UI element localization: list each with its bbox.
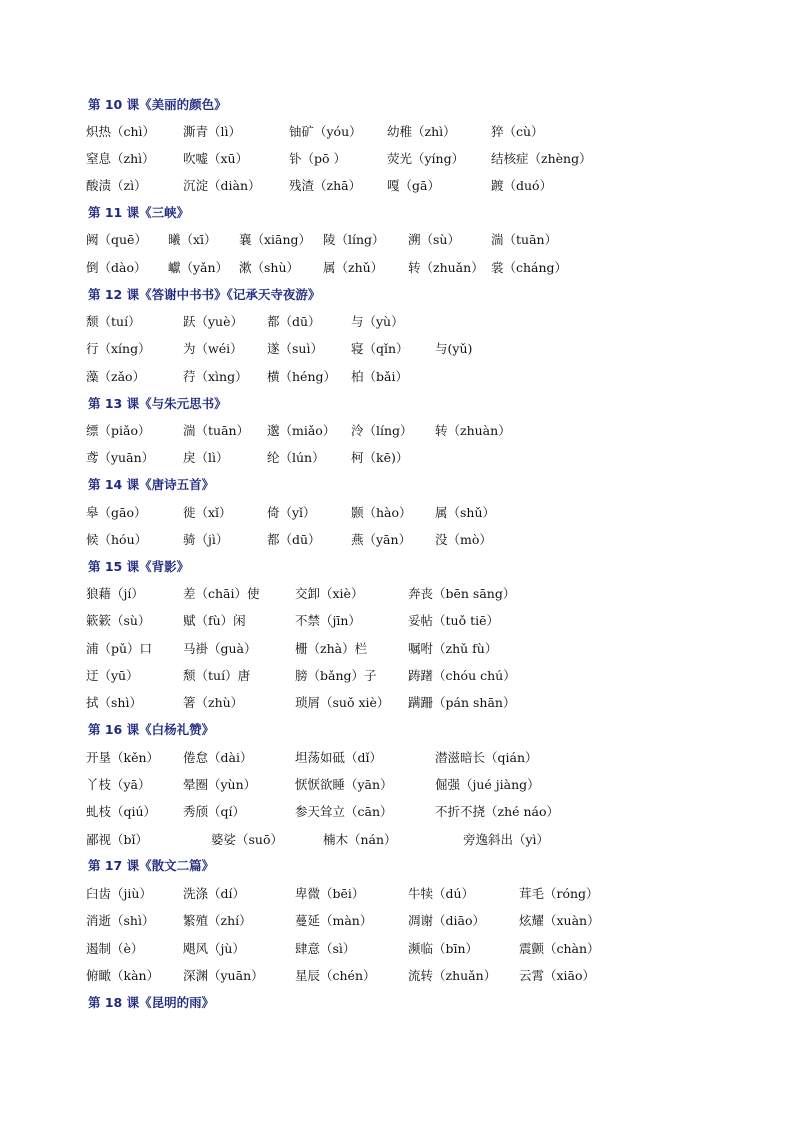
word-entry: 肆意（sì） xyxy=(295,941,356,956)
word-entry: 纶（lún） xyxy=(267,450,325,465)
word-entry: 流转（zhuǎn） xyxy=(408,968,497,983)
lesson-heading: 第 16 课《白杨礼赞》 xyxy=(88,722,215,737)
word-entry: 鸢（yuān） xyxy=(86,450,155,465)
word-entry: 鄙视（bǐ） xyxy=(86,832,148,847)
word-entry: 消逝（shì） xyxy=(86,913,155,928)
word-entry: 幼稚（zhì） xyxy=(387,124,456,139)
word-entry: 奔丧（bēn sāng） xyxy=(408,586,516,601)
word-row xyxy=(0,667,794,685)
word-entry: 倦怠（dài） xyxy=(183,750,253,765)
word-entry: 卑微（bēi） xyxy=(295,886,365,901)
word-entry: 湍（tuān） xyxy=(183,423,250,438)
lesson-heading: 第 10 课《美丽的颜色》 xyxy=(88,97,227,112)
word-entry: 湍（tuān） xyxy=(491,232,558,247)
word-entry: 行（xíng） xyxy=(86,341,151,356)
word-entry: 箸（zhù） xyxy=(183,695,244,710)
word-entry: 琐屑（suǒ xiè） xyxy=(295,695,390,710)
lesson-heading: 第 18 课《昆明的雨》 xyxy=(88,995,215,1010)
word-row xyxy=(0,831,794,849)
word-row xyxy=(0,177,794,195)
word-row xyxy=(0,803,794,821)
word-row xyxy=(0,967,794,985)
word-entry: 浦（pǔ）口 xyxy=(86,641,153,656)
word-entry: 遏制（è） xyxy=(86,941,144,956)
word-entry: 巘（yǎn） xyxy=(168,260,229,275)
word-entry: 洗涤（dí） xyxy=(183,886,245,901)
word-entry: 栅（zhà）栏 xyxy=(295,641,368,656)
word-entry: 没（mò） xyxy=(435,532,492,547)
word-entry: 倔强（jué jiàng） xyxy=(435,777,540,792)
word-entry: 跃（yuè） xyxy=(183,314,244,329)
word-entry: 澌青（lì） xyxy=(183,124,241,139)
word-entry: 倚（yǐ） xyxy=(267,505,316,520)
lesson-heading: 第 13 课《与朱元思书》 xyxy=(88,396,227,411)
word-entry: 酸渍（zì） xyxy=(86,178,147,193)
word-entry: 潜滋暗长（qián） xyxy=(435,750,538,765)
word-entry: 不禁（jīn） xyxy=(295,613,361,628)
word-entry: 都（dū） xyxy=(267,314,321,329)
word-row xyxy=(0,313,794,331)
word-entry: 寝（qǐn） xyxy=(351,341,409,356)
word-entry: 戾（lì） xyxy=(183,450,229,465)
word-entry: 丫枝（yā） xyxy=(86,777,151,792)
word-entry: 马褂（guà） xyxy=(183,641,257,656)
word-entry: 徙（xǐ） xyxy=(183,505,232,520)
word-row xyxy=(0,940,794,958)
word-row xyxy=(0,531,794,549)
word-entry: 茸毛（róng） xyxy=(519,886,599,901)
word-entry: 与(yǔ) xyxy=(435,341,473,356)
word-entry: 不折不挠（zhé náo） xyxy=(435,804,560,819)
word-entry: 属（shǔ） xyxy=(435,505,496,520)
word-entry: 藻（zǎo） xyxy=(86,369,146,384)
word-entry: 荇（xìng） xyxy=(183,369,248,384)
word-entry: 候（hóu） xyxy=(86,532,148,547)
word-entry: 差（chāi）使 xyxy=(183,586,260,601)
word-entry: 开垦（kěn） xyxy=(86,750,160,765)
word-entry: 吹嘘（xū） xyxy=(183,151,249,166)
word-entry: 阙（quē） xyxy=(86,232,147,247)
word-entry: 钋（pō ） xyxy=(289,151,347,166)
word-entry: 铀矿（yóu） xyxy=(289,124,362,139)
word-entry: 凋谢（diāo） xyxy=(408,913,485,928)
word-entry: 残渣（zhā） xyxy=(289,178,362,193)
word-entry: 颓（tuí）唐 xyxy=(183,668,251,683)
word-entry: 陵（líng） xyxy=(323,232,385,247)
word-entry: 裳（cháng） xyxy=(491,260,568,275)
word-entry: 嘎（gā） xyxy=(387,178,440,193)
word-entry: 婆娑（suō） xyxy=(211,832,283,847)
word-row xyxy=(0,640,794,658)
word-entry: 俯瞰（kàn） xyxy=(86,968,160,983)
word-entry: 炫耀（xuàn） xyxy=(519,913,600,928)
word-row xyxy=(0,585,794,603)
word-row xyxy=(0,340,794,358)
word-row xyxy=(0,150,794,168)
word-entry: 皋（gāo） xyxy=(86,505,147,520)
word-entry: 沉淀（diàn） xyxy=(183,178,261,193)
word-entry: 拭（shì） xyxy=(86,695,142,710)
word-row xyxy=(0,449,794,467)
lesson-heading: 第 12 课《答谢中书书》《记承天寺夜游》 xyxy=(88,287,321,302)
word-entry: 簌簌（sù） xyxy=(86,613,151,628)
word-row xyxy=(0,422,794,440)
word-entry: 结核症（zhèng） xyxy=(491,151,592,166)
word-entry: 蔓延（màn） xyxy=(295,913,373,928)
word-entry: 荧光（yíng） xyxy=(387,151,465,166)
word-row xyxy=(0,123,794,141)
word-row xyxy=(0,912,794,930)
word-entry: 骑（jì） xyxy=(183,532,229,547)
word-row xyxy=(0,885,794,903)
word-entry: 繁殖（zhí） xyxy=(183,913,252,928)
word-entry: 曦（xī） xyxy=(168,232,217,247)
word-entry: 臼齿（jiù） xyxy=(86,886,152,901)
word-entry: 交卸（xiè） xyxy=(295,586,364,601)
word-entry: 燕（yān） xyxy=(351,532,412,547)
word-entry: 晕圈（yùn） xyxy=(183,777,257,792)
word-entry: 迂（yū） xyxy=(86,668,139,683)
word-entry: 旁逸斜出（yì） xyxy=(463,832,550,847)
word-entry: 窒息（zhì） xyxy=(86,151,155,166)
word-row xyxy=(0,368,794,386)
word-entry: 踱（duó） xyxy=(491,178,553,193)
word-entry: 襄（xiāng） xyxy=(239,232,312,247)
word-entry: 恹恹欲睡（yān） xyxy=(295,777,393,792)
word-entry: 遂（suì） xyxy=(267,341,323,356)
word-entry: 属（zhǔ） xyxy=(323,260,384,275)
word-entry: 柏（bǎi） xyxy=(351,369,408,384)
word-entry: 踌躇（chóu chú） xyxy=(408,668,516,683)
word-entry: 炽热（chì） xyxy=(86,124,156,139)
word-row xyxy=(0,776,794,794)
word-entry: 颓（tuí） xyxy=(86,314,141,329)
word-entry: 膀（bǎng）子 xyxy=(295,668,377,683)
word-entry: 虬枝（qiú） xyxy=(86,804,157,819)
word-entry: 星辰（chén） xyxy=(295,968,376,983)
word-entry: 转（zhuàn） xyxy=(435,423,511,438)
word-entry: 云霄（xiāo） xyxy=(519,968,596,983)
word-entry: 蹒跚（pán shān） xyxy=(408,695,516,710)
word-row xyxy=(0,612,794,630)
word-entry: 溯（sù） xyxy=(408,232,460,247)
word-row xyxy=(0,694,794,712)
word-entry: 震颤（chàn） xyxy=(519,941,600,956)
lesson-heading: 第 17 课《散文二篇》 xyxy=(88,858,215,873)
word-entry: 缥（piǎo） xyxy=(86,423,151,438)
word-entry: 为（wéi） xyxy=(183,341,243,356)
word-entry: 邈（miǎo） xyxy=(267,423,336,438)
word-entry: 转（zhuǎn） xyxy=(408,260,484,275)
word-entry: 赋（fù）闲 xyxy=(183,613,246,628)
word-entry: 狼藉（jí） xyxy=(86,586,144,601)
word-entry: 与（yù） xyxy=(351,314,404,329)
word-entry: 横（héng） xyxy=(267,369,337,384)
lesson-heading: 第 15 课《背影》 xyxy=(88,559,190,574)
word-row xyxy=(0,504,794,522)
word-entry: 都（dū） xyxy=(267,532,321,547)
word-entry: 猝（cù） xyxy=(491,124,544,139)
word-entry: 柯（kē)） xyxy=(351,450,409,465)
word-row xyxy=(0,749,794,767)
word-entry: 妥帖（tuǒ tiē） xyxy=(408,613,499,628)
word-entry: 参天耸立（cān） xyxy=(295,804,393,819)
word-entry: 秀颀（qí） xyxy=(183,804,245,819)
word-entry: 坦荡如砥（dǐ） xyxy=(295,750,382,765)
lesson-heading: 第 14 课《唐诗五首》 xyxy=(88,477,215,492)
word-entry: 濒临（bīn） xyxy=(408,941,479,956)
word-entry: 泠（líng） xyxy=(351,423,413,438)
word-entry: 嘱咐（zhǔ fù） xyxy=(408,641,498,656)
word-row xyxy=(0,259,794,277)
word-entry: 牛犊（dú） xyxy=(408,886,475,901)
word-row xyxy=(0,231,794,249)
word-entry: 颢（hào） xyxy=(351,505,412,520)
word-entry: 倒（dào） xyxy=(86,260,147,275)
word-entry: 飓风（jù） xyxy=(183,941,245,956)
word-entry: 楠木（nán） xyxy=(323,832,397,847)
lesson-heading: 第 11 课《三峡》 xyxy=(88,205,190,220)
word-entry: 深渊（yuān） xyxy=(183,968,264,983)
word-entry: 漱（shù） xyxy=(239,260,300,275)
